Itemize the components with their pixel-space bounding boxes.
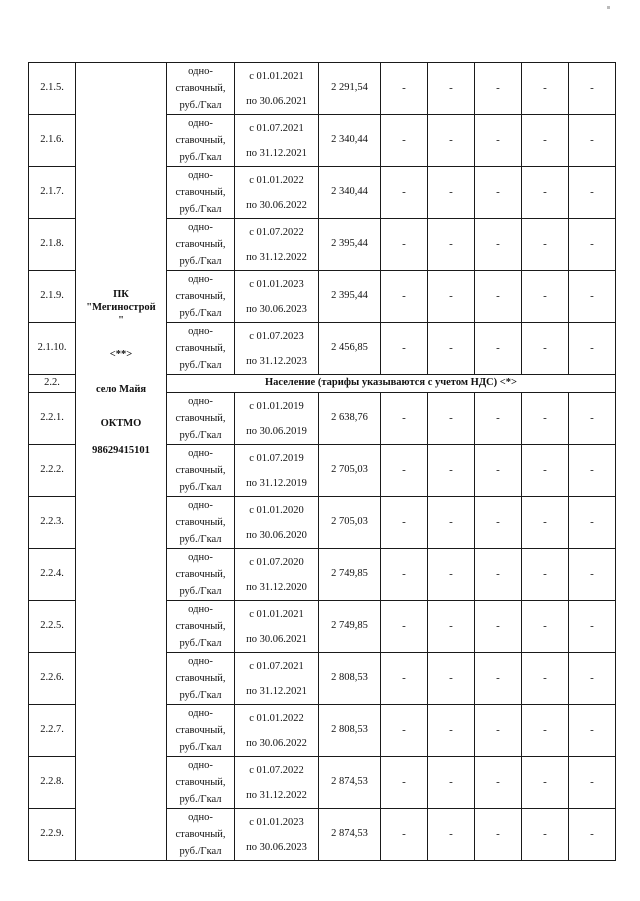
rate-type-line2: ставочный, (175, 343, 226, 354)
rate-type-cell (167, 809, 235, 861)
period-to: по 30.06.2020 (246, 529, 307, 541)
row-number: 2.2.7. (29, 705, 76, 757)
rate-unit: руб./Гкал (179, 742, 222, 753)
empty-value-c4: - (522, 167, 569, 219)
rate-unit: руб./Гкал (179, 308, 222, 319)
empty-value-c5: - (569, 271, 616, 323)
rate-type-line2: ставочный, (175, 517, 226, 528)
period-to: по 31.12.2019 (246, 477, 307, 489)
period-cell (235, 219, 319, 271)
period-to: по 31.12.2022 (246, 251, 307, 263)
period-cell (235, 653, 319, 705)
period-cell (235, 393, 319, 445)
scan-speck (607, 6, 610, 9)
empty-value-c1: - (381, 757, 428, 809)
period-cell (235, 445, 319, 497)
tariff-value: 2 874,53 (319, 757, 381, 809)
empty-value-c1: - (381, 393, 428, 445)
period-from: с 01.07.2020 (249, 556, 304, 568)
organization-cell (76, 63, 167, 861)
period-to: по 31.12.2021 (246, 685, 307, 697)
empty-value-c5: - (569, 653, 616, 705)
empty-value-c2: - (428, 497, 475, 549)
empty-value-c4: - (522, 809, 569, 861)
empty-value-c4: - (522, 757, 569, 809)
rate-type-cell (167, 115, 235, 167)
row-number: 2.2.6. (29, 653, 76, 705)
empty-value-c1: - (381, 497, 428, 549)
period-cell (235, 167, 319, 219)
tariff-value: 2 749,85 (319, 601, 381, 653)
empty-value-c1: - (381, 549, 428, 601)
empty-value-c5: - (569, 393, 616, 445)
empty-value-c2: - (428, 809, 475, 861)
empty-value-c2: - (428, 393, 475, 445)
empty-value-c2: - (428, 219, 475, 271)
row-number: 2.1.7. (29, 167, 76, 219)
tariff-table (28, 62, 616, 861)
row-number: 2.2.2. (29, 445, 76, 497)
empty-value-c4: - (522, 705, 569, 757)
rate-type-line2: ставочный, (175, 569, 226, 580)
row-number: 2.1.10. (29, 323, 76, 375)
period-cell (235, 323, 319, 375)
empty-value-c5: - (569, 167, 616, 219)
row-number: 2.2.1. (29, 393, 76, 445)
tariff-value: 2 749,85 (319, 549, 381, 601)
rate-type-cell (167, 63, 235, 115)
rate-unit: руб./Гкал (179, 482, 222, 493)
rate-unit: руб./Гкал (179, 794, 222, 805)
empty-value-c5: - (569, 219, 616, 271)
empty-value-c3: - (475, 549, 522, 601)
rate-type-line2: ставочный, (175, 621, 226, 632)
rate-type-line2: ставочный, (175, 413, 226, 424)
period-to: по 31.12.2020 (246, 581, 307, 593)
rate-type-cell (167, 393, 235, 445)
empty-value-c1: - (381, 219, 428, 271)
rate-type-line1: одно- (188, 708, 213, 719)
empty-value-c5: - (569, 115, 616, 167)
period-from: с 01.07.2022 (249, 764, 304, 776)
period-from: с 01.07.2022 (249, 226, 304, 238)
period-from: с 01.01.2023 (249, 278, 304, 290)
row-number: 2.1.8. (29, 219, 76, 271)
row-number: 2.2.5. (29, 601, 76, 653)
organization-settlement: село Майя (95, 383, 147, 395)
rate-type-line2: ставочный, (175, 291, 226, 302)
empty-value-c3: - (475, 115, 522, 167)
rate-type-line2: ставочный, (175, 673, 226, 684)
empty-value-c2: - (428, 653, 475, 705)
rate-type-line2: ставочный, (175, 239, 226, 250)
org-spacer (76, 362, 166, 384)
rate-type-line1: одно- (188, 170, 213, 181)
empty-value-c1: - (381, 271, 428, 323)
empty-value-c4: - (522, 601, 569, 653)
rate-type-line1: одно- (188, 222, 213, 233)
row-number: 2.1.9. (29, 271, 76, 323)
empty-value-c1: - (381, 653, 428, 705)
empty-value-c2: - (428, 705, 475, 757)
period-from: с 01.01.2022 (249, 174, 304, 186)
rate-type-line1: одно- (188, 760, 213, 771)
period-to: по 31.12.2023 (246, 355, 307, 367)
org-spacer (76, 396, 166, 418)
organization-name-line2: "Мегинострой (86, 302, 156, 314)
rate-type-cell (167, 167, 235, 219)
period-from: с 01.01.2021 (249, 70, 304, 82)
oktmo-label: ОКТМО (100, 418, 142, 430)
rate-type-cell (167, 705, 235, 757)
period-from: с 01.07.2023 (249, 330, 304, 342)
period-cell (235, 549, 319, 601)
empty-value-c4: - (522, 271, 569, 323)
empty-value-c3: - (475, 601, 522, 653)
oktmo-code: 98629415101 (92, 444, 150, 456)
row-number: 2.2.8. (29, 757, 76, 809)
rate-type-line1: одно- (188, 326, 213, 337)
period-cell (235, 809, 319, 861)
empty-value-c5: - (569, 549, 616, 601)
tariff-value: 2 874,53 (319, 809, 381, 861)
rate-unit: руб./Гкал (179, 586, 222, 597)
rate-type-line2: ставочный, (175, 725, 226, 736)
empty-value-c1: - (381, 705, 428, 757)
empty-value-c1: - (381, 809, 428, 861)
empty-value-c1: - (381, 601, 428, 653)
empty-value-c4: - (522, 63, 569, 115)
organization-block (76, 289, 166, 457)
rate-unit: руб./Гкал (179, 204, 222, 215)
empty-value-c1: - (381, 323, 428, 375)
empty-value-c3: - (475, 445, 522, 497)
period-to: по 31.12.2022 (246, 789, 307, 801)
tariff-value: 2 291,54 (319, 63, 381, 115)
rate-type-line1: одно- (188, 66, 213, 77)
empty-value-c1: - (381, 115, 428, 167)
empty-value-c3: - (475, 219, 522, 271)
period-to: по 30.06.2022 (246, 199, 307, 211)
empty-value-c5: - (569, 601, 616, 653)
empty-value-c5: - (569, 323, 616, 375)
empty-value-c5: - (569, 497, 616, 549)
empty-value-c3: - (475, 323, 522, 375)
row-number: 2.2.3. (29, 497, 76, 549)
rate-type-line1: одно- (188, 500, 213, 511)
empty-value-c2: - (428, 63, 475, 115)
rate-type-line1: одно- (188, 274, 213, 285)
empty-value-c5: - (569, 705, 616, 757)
period-to: по 30.06.2023 (246, 303, 307, 315)
rate-type-cell (167, 601, 235, 653)
tariff-value: 2 705,03 (319, 497, 381, 549)
empty-value-c4: - (522, 549, 569, 601)
period-from: с 01.01.2020 (249, 504, 304, 516)
empty-value-c4: - (522, 653, 569, 705)
rate-type-line1: одно- (188, 448, 213, 459)
rate-type-line2: ставочный, (175, 83, 226, 94)
tariff-value: 2 340,44 (319, 167, 381, 219)
period-to: по 30.06.2021 (246, 633, 307, 645)
empty-value-c1: - (381, 63, 428, 115)
period-cell (235, 601, 319, 653)
period-from: с 01.07.2021 (249, 122, 304, 134)
empty-value-c3: - (475, 393, 522, 445)
row-number: 2.1.6. (29, 115, 76, 167)
period-from: с 01.07.2021 (249, 660, 304, 672)
tariff-value: 2 638,76 (319, 393, 381, 445)
empty-value-c3: - (475, 497, 522, 549)
rate-unit: руб./Гкал (179, 638, 222, 649)
empty-value-c3: - (475, 653, 522, 705)
rate-type-cell (167, 445, 235, 497)
empty-value-c4: - (522, 393, 569, 445)
rate-type-cell (167, 549, 235, 601)
organization-note: <**> (109, 349, 133, 361)
row-number: 2.2.4. (29, 549, 76, 601)
row-number: 2.2.9. (29, 809, 76, 861)
empty-value-c1: - (381, 167, 428, 219)
period-from: с 01.01.2022 (249, 712, 304, 724)
table-row (29, 63, 616, 115)
empty-value-c2: - (428, 271, 475, 323)
tariff-value: 2 705,03 (319, 445, 381, 497)
rate-unit: руб./Гкал (179, 430, 222, 441)
empty-value-c4: - (522, 497, 569, 549)
period-to: по 30.06.2021 (246, 95, 307, 107)
organization-name-line1: ПК (113, 289, 129, 301)
rate-unit: руб./Гкал (179, 360, 222, 371)
tariff-value: 2 808,53 (319, 705, 381, 757)
rate-type-cell (167, 653, 235, 705)
period-from: с 01.01.2023 (249, 816, 304, 828)
period-cell (235, 63, 319, 115)
period-to: по 30.06.2019 (246, 425, 307, 437)
rate-type-cell (167, 323, 235, 375)
empty-value-c2: - (428, 167, 475, 219)
period-from: с 01.07.2019 (249, 452, 304, 464)
rate-type-cell (167, 757, 235, 809)
rate-type-line2: ставочный, (175, 187, 226, 198)
period-to: по 30.06.2022 (246, 737, 307, 749)
empty-value-c4: - (522, 445, 569, 497)
empty-value-c5: - (569, 63, 616, 115)
empty-value-c5: - (569, 757, 616, 809)
rate-unit: руб./Гкал (179, 534, 222, 545)
empty-value-c2: - (428, 601, 475, 653)
empty-value-c2: - (428, 445, 475, 497)
empty-value-c4: - (522, 323, 569, 375)
rate-unit: руб./Гкал (179, 152, 222, 163)
rate-type-line2: ставочный, (175, 829, 226, 840)
period-from: с 01.01.2019 (249, 400, 304, 412)
tariff-value: 2 395,44 (319, 271, 381, 323)
period-to: по 31.12.2021 (246, 147, 307, 159)
rate-type-line2: ставочный, (175, 135, 226, 146)
empty-value-c5: - (569, 445, 616, 497)
period-cell (235, 705, 319, 757)
empty-value-c3: - (475, 757, 522, 809)
rate-type-line1: одно- (188, 604, 213, 615)
period-cell (235, 497, 319, 549)
rate-unit: руб./Гкал (179, 846, 222, 857)
empty-value-c3: - (475, 63, 522, 115)
period-cell (235, 115, 319, 167)
period-from: с 01.01.2021 (249, 608, 304, 620)
rate-type-cell (167, 271, 235, 323)
tariff-value: 2 808,53 (319, 653, 381, 705)
empty-value-c4: - (522, 115, 569, 167)
section-title: Население (тарифы указываются с учетом НДС) <*> (167, 375, 616, 393)
empty-value-c3: - (475, 271, 522, 323)
rate-type-line2: ставочный, (175, 465, 226, 476)
period-cell (235, 757, 319, 809)
rate-type-line1: одно- (188, 812, 213, 823)
rate-unit: руб./Гкал (179, 100, 222, 111)
empty-value-c4: - (522, 219, 569, 271)
empty-value-c1: - (381, 445, 428, 497)
tariff-value: 2 456,85 (319, 323, 381, 375)
rate-type-line1: одно- (188, 396, 213, 407)
org-spacer (76, 431, 166, 445)
org-spacer (76, 327, 166, 349)
tariff-value: 2 340,44 (319, 115, 381, 167)
rate-type-line2: ставочный, (175, 777, 226, 788)
tariff-value: 2 395,44 (319, 219, 381, 271)
rate-type-line1: одно- (188, 118, 213, 129)
empty-value-c2: - (428, 757, 475, 809)
empty-value-c3: - (475, 809, 522, 861)
period-cell (235, 271, 319, 323)
row-number: 2.1.5. (29, 63, 76, 115)
rate-type-cell (167, 497, 235, 549)
empty-value-c2: - (428, 323, 475, 375)
empty-value-c2: - (428, 115, 475, 167)
rate-type-line1: одно- (188, 552, 213, 563)
organization-name-line3: " (118, 314, 124, 326)
rate-unit: руб./Гкал (179, 690, 222, 701)
empty-value-c5: - (569, 809, 616, 861)
tariff-table-sheet (28, 62, 615, 861)
rate-unit: руб./Гкал (179, 256, 222, 267)
empty-value-c3: - (475, 705, 522, 757)
empty-value-c3: - (475, 167, 522, 219)
period-to: по 30.06.2023 (246, 841, 307, 853)
empty-value-c2: - (428, 549, 475, 601)
section-number: 2.2. (29, 375, 76, 393)
rate-type-line1: одно- (188, 656, 213, 667)
rate-type-cell (167, 219, 235, 271)
